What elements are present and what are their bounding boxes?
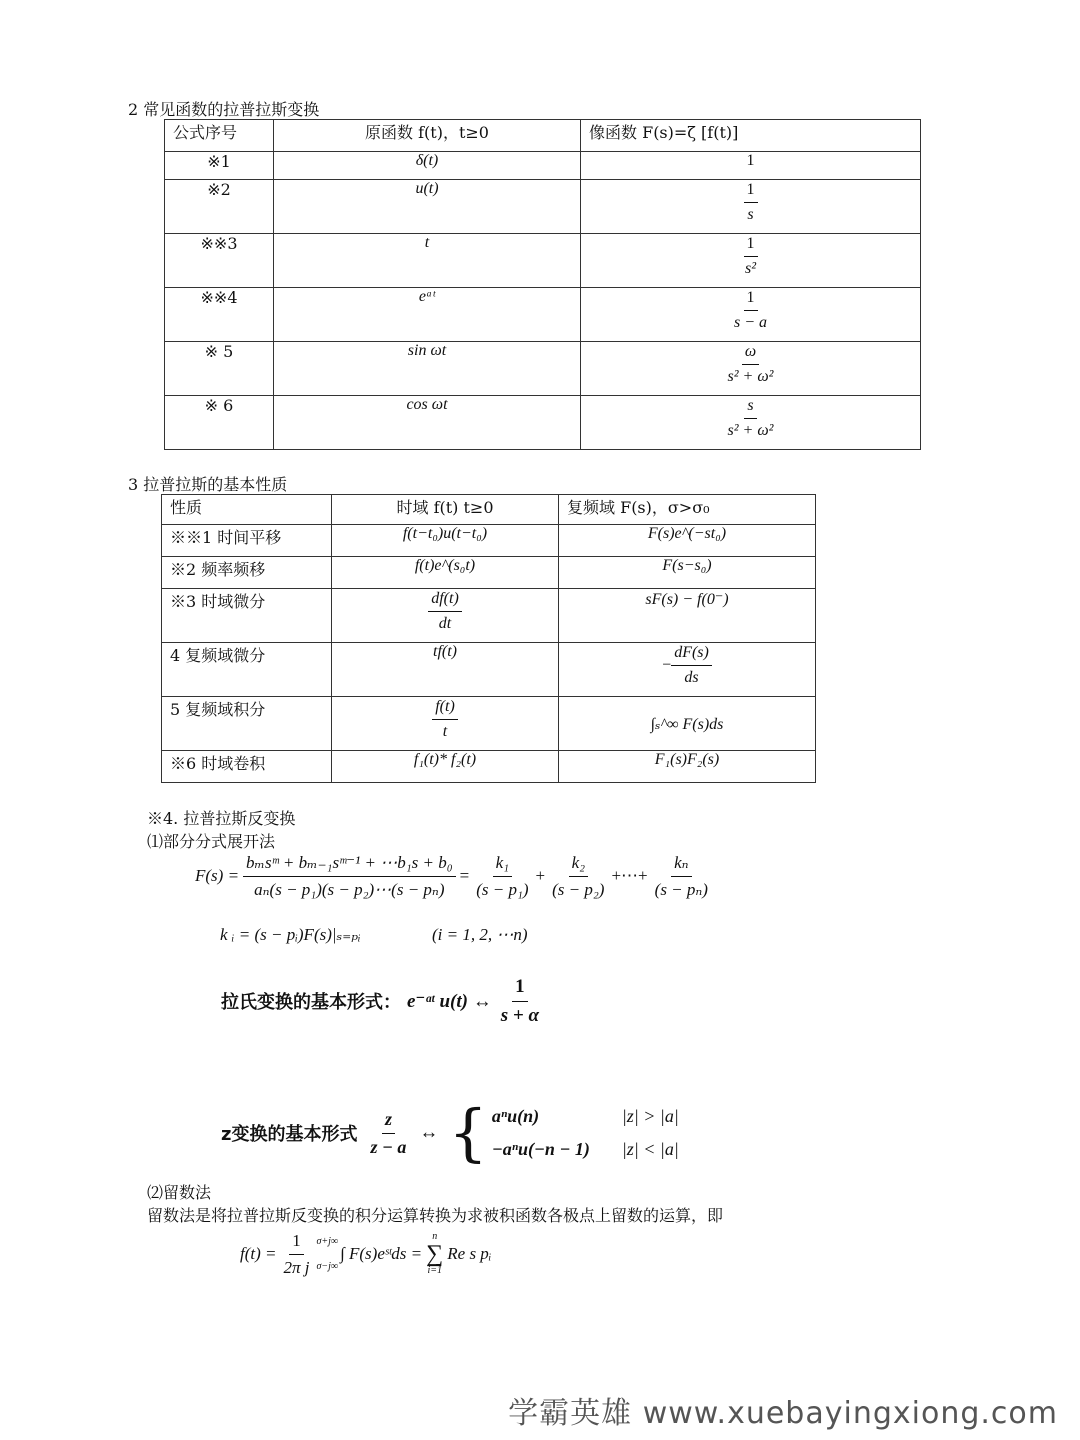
- original-function: δ(t): [274, 152, 581, 180]
- term-denominator: (s − p₁): [476, 879, 529, 899]
- ki-equation: k ᵢ = (s − pᵢ)F(s)|ₛ₌ₚᵢ: [220, 925, 361, 944]
- laplace-label: 拉氏变换的基本形式：: [221, 992, 401, 1014]
- image-function-fraction: $\frac{s}{\text{s² + ω²}}$: [727, 397, 774, 440]
- original-function: sin ωt: [274, 342, 581, 396]
- freq-domain-fraction: $\frac{dF(s)}{ds}$: [671, 643, 712, 689]
- freq-domain: F₁(s)F₂(s): [559, 751, 816, 783]
- watermark: 学霸英雄 www.xuebayingxiong.com: [508, 1396, 1058, 1431]
- residue-denominator: 2π j: [283, 1257, 310, 1277]
- partial-fraction-title: ⑴部分分式展开法: [147, 832, 276, 851]
- property-name: 5 复频域积分: [162, 697, 332, 751]
- z-label: z变换的基本形式: [221, 1124, 358, 1145]
- original-function: cos ωt: [274, 396, 581, 450]
- table-header: 时域 f(t) t≥0: [332, 495, 559, 525]
- time-domain: tf(t): [332, 643, 559, 697]
- residue-description: 留数法是将拉普拉斯反变换的积分运算转换为求被积函数各极点上留数的运算，即: [147, 1206, 724, 1225]
- residue-numerator: 1: [289, 1230, 304, 1255]
- ellipsis: +⋯+: [611, 866, 648, 886]
- equals-sign: =: [459, 866, 470, 886]
- z-denominator: z − a: [370, 1136, 407, 1157]
- formula-id: ※2: [165, 180, 274, 234]
- laplace-basic-form: [221, 975, 542, 1028]
- laplace-denominator: s + α: [500, 1004, 539, 1026]
- formula-id: ※※4: [165, 288, 274, 342]
- original-function: u(t): [274, 180, 581, 234]
- z-basic-form: [221, 1096, 679, 1169]
- residue-integral: ∫ F(s)eˢᵗds =: [340, 1244, 423, 1264]
- brace-icon: {: [448, 1096, 488, 1169]
- term-denominator: (s − p₂): [552, 879, 605, 899]
- summation: [426, 1232, 443, 1276]
- sigma-icon: ∑: [426, 1241, 444, 1268]
- plus-sign: +: [535, 866, 546, 886]
- z-case-expr: −aⁿu(−n − 1): [491, 1139, 590, 1159]
- original-function: eᵃᵗ: [274, 288, 581, 342]
- properties-table: 性质 时域 f(t) t≥0 复频域 F(s)，σ>σ₀ ※※1 时间平移 f(t−t₀)u(t−t₀) F(s)e^(−st₀) ※2 频率频移 f(t)e^(s₀t) F(s−s₀) ※3 时域微分 $\frac{df(t)}{dt}$ sF(s) − f(0⁻) 4 复频域微分 tf(t) − $\frac{dF(s)}{ds}$ 5 复频域积分 $\frac{f(t)}{t}$ ∫ₛ^∞ F(s)ds ※6 时域卷积 f₁(t)* f₂(t) F₁(s)F₂(s): [161, 494, 816, 783]
- table-header: 原函数 f(t)，t≥0: [274, 120, 581, 152]
- residue-equation: [240, 1230, 492, 1278]
- formula-id: ※ 5: [165, 342, 274, 396]
- time-domain: f(t−t₀)u(t−t₀): [332, 525, 559, 557]
- laplace-lhs: e⁻ᵅᵗ u(t) ↔: [407, 990, 492, 1012]
- property-name: ※※1 时间平移: [162, 525, 332, 557]
- section2-title: 2 常见函数的拉普拉斯变换: [128, 100, 320, 119]
- residue-lhs: f(t) =: [240, 1244, 277, 1264]
- property-name: ※3 时域微分: [162, 589, 332, 643]
- eq-denominator: aₙ(s − p₁)(s − p₂)⋯(s − pₙ): [254, 879, 445, 899]
- table-header: 公式序号: [165, 120, 274, 152]
- property-name: ※2 频率频移: [162, 557, 332, 589]
- eq-lhs: F(s) =: [195, 866, 240, 886]
- laplace-numerator: 1: [512, 975, 528, 1002]
- table-header: 复频域 F(s)，σ>σ₀: [559, 495, 816, 525]
- partial-fraction-equation: [195, 852, 711, 900]
- formula-id: ※ 6: [165, 396, 274, 450]
- original-function: t: [274, 234, 581, 288]
- freq-domain: F(s−s₀): [559, 557, 816, 589]
- formula-id: ※※3: [165, 234, 274, 288]
- time-domain-fraction: $\frac{f(t)}{t}$: [432, 697, 458, 743]
- image-function-fraction: $\frac{1}{s}$: [744, 180, 758, 226]
- term-denominator: (s − pₙ): [654, 879, 708, 899]
- section3-title: 3 拉普拉斯的基本性质: [128, 475, 288, 494]
- integral-lower: σ−j∞: [316, 1261, 339, 1273]
- freq-domain: sF(s) − f(0⁻): [559, 589, 816, 643]
- section4-title: ※4. 拉普拉斯反变换: [147, 809, 296, 828]
- time-domain-fraction: $\frac{df(t)}{dt}$: [428, 589, 462, 635]
- residue-rhs: Re s pᵢ: [447, 1244, 492, 1264]
- table-header: 像函数 F(s)=ζ [f(t)]: [581, 120, 921, 152]
- z-arrow: ↔: [419, 1122, 439, 1143]
- image-function-fraction: $\frac{1}{\text{s²}}$: [744, 235, 757, 278]
- z-case-cond: |z| > |a|: [621, 1106, 679, 1126]
- z-case-cond: |z| < |a|: [621, 1139, 679, 1159]
- ki-range: (i = 1, 2, ⋯n): [432, 925, 528, 944]
- freq-domain: ∫ₛ^∞ F(s)ds: [559, 697, 816, 751]
- image-function: 1: [581, 152, 921, 180]
- time-domain: f₁(t)* f₂(t): [332, 751, 559, 783]
- z-cases: [492, 1106, 679, 1160]
- property-name: 4 复频域微分: [162, 643, 332, 697]
- image-function-fraction: $\frac{1}{s - a}$: [733, 289, 768, 332]
- freq-domain: F(s)e^(−st₀): [559, 525, 816, 557]
- z-numerator: z: [382, 1108, 395, 1134]
- table-header: 性质: [162, 495, 332, 525]
- term-numerator: k₂: [569, 852, 588, 877]
- sum-upper: n: [432, 1231, 438, 1243]
- time-domain: f(t)e^(s₀t): [332, 557, 559, 589]
- sum-lower: i=1: [427, 1265, 442, 1277]
- term-numerator: k₁: [493, 852, 512, 877]
- z-case-expr: aⁿu(n): [491, 1106, 540, 1126]
- term-numerator: kₙ: [671, 852, 691, 877]
- integral-upper: σ+j∞: [316, 1236, 339, 1248]
- eq-numerator: bₘsᵐ + bₘ₋₁sᵐ⁻¹ + ⋯b₁s + b₀: [243, 852, 456, 877]
- property-name: ※6 时域卷积: [162, 751, 332, 783]
- formula-id: ※1: [165, 152, 274, 180]
- image-function-fraction: $\frac{\omega}{\text{s² + ω²}}$: [727, 343, 774, 386]
- integral-limits: [317, 1236, 339, 1272]
- residue-title: ⑵留数法: [147, 1183, 212, 1202]
- laplace-table: [164, 119, 921, 450]
